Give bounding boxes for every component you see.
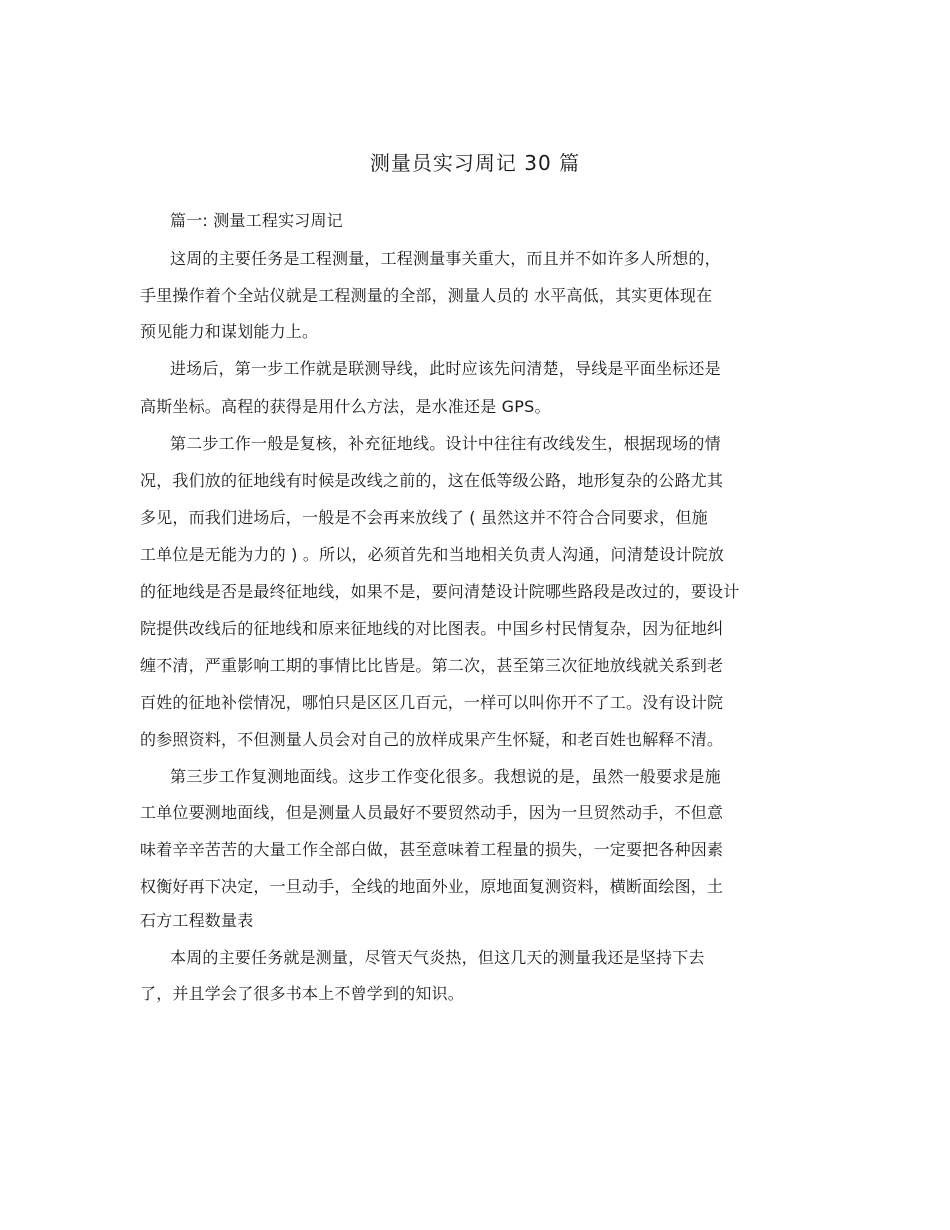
paragraph-line: 工单位要测地面线，但是测量人员最好不要贸然动手，因为一旦贸然动手，不但意: [140, 803, 724, 822]
paragraph-line: 预见能力和谋划能力上。: [140, 322, 319, 341]
paragraph-line: 百姓的征地补偿情况，哪怕只是区区几百元，一样可以叫你开不了工。没有设计院: [140, 693, 724, 712]
paragraph-line: 手里操作着个全站仪就是工程测量的全部，测量人员的 水平高低，其实更体现在: [140, 286, 713, 305]
paragraph-line: 这周的主要任务是工程测量，工程测量事关重大，而且并不如许多人所想的，: [170, 249, 721, 268]
paragraph-line: 味着辛辛苦苦的大量工作全部白做，甚至意味着工程量的损失，一定要把各种因素: [140, 840, 724, 859]
document-title: 测量员实习周记 30 篇: [369, 151, 581, 175]
paragraph-line: 进场后，第一步工作就是联测导线，此时应该先问清楚，导线是平面坐标还是: [170, 359, 721, 378]
paragraph-line: 第二步工作一般是复核，补充征地线。设计中往往有改线发生，根据现场的情: [170, 434, 721, 453]
section-heading: 篇一: 测量工程实习周记: [170, 211, 343, 230]
paragraph-line: 高斯坐标。高程的获得是用什么方法，是水准还是 GPS。: [140, 397, 551, 416]
paragraph-line: 工单位是无能为力的 ) 。所以，必须首先和当地相关负责人沟通，问清楚设计院放: [140, 545, 725, 564]
paragraph-line: 的征地线是否是最终征地线，如果不是，要问清楚设计院哪些路段是改过的，要设计: [140, 582, 740, 601]
paragraph-line: 多见，而我们进场后，一般是不会再来放线了 ( 虽然这并不符合合同要求，但施: [140, 508, 708, 527]
paragraph-line: 石方工程数量表: [140, 911, 254, 930]
paragraph-line: 院提供改线后的征地线和原来征地线的对比图表。中国乡村民情复杂，因为征地纠: [140, 619, 724, 638]
paragraph-line: 第三步工作复测地面线。这步工作变化很多。我想说的是，虽然一般要求是施: [170, 767, 721, 786]
paragraph-line: 况，我们放的征地线有时候是改线之前的，这在低等级公路，地形复杂的公路尤其: [140, 471, 724, 490]
paragraph-line: 的参照资料，不但测量人员会对自己的放样成果产生怀疑，和老百姓也解释不清。: [140, 730, 724, 749]
paragraph-line: 缠不清，严重影响工期的事情比比皆是。第二次，甚至第三次征地放线就关系到老: [140, 656, 724, 675]
paragraph-line: 权衡好再下决定，一旦动手，全线的地面外业，原地面复测资料，横断面绘图，土: [140, 877, 724, 896]
paragraph-line: 本周的主要任务就是测量，尽管天气炎热，但这几天的测量我还是坚持下去: [170, 948, 705, 967]
paragraph-line: 了，并且学会了很多书本上不曾学到的知识。: [140, 984, 465, 1003]
